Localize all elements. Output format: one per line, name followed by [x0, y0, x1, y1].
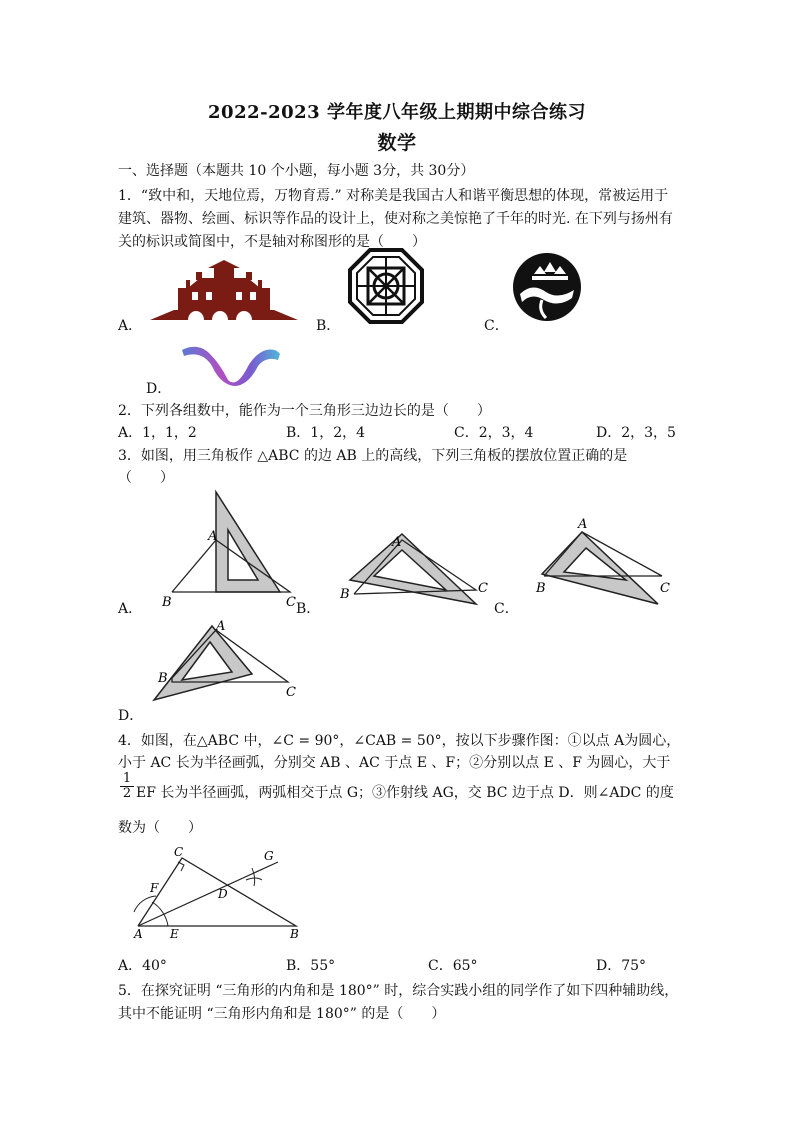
q4-fraction-numerator: 1	[122, 771, 132, 786]
q3a-label-a: A	[208, 529, 218, 544]
q4-line-3: EF 长为半径画弧，两弧相交于点 G；③作射线 AG，交 BC 边于点 D．则∠ADC 的度	[136, 785, 674, 801]
q1-option-c-emblem-figure	[512, 252, 582, 322]
q4-label-d: D	[218, 887, 228, 901]
q3a-label-c: C	[286, 595, 296, 610]
q3d-label-c: C	[286, 685, 296, 700]
q3b-label-b: B	[340, 587, 350, 602]
q2-option-a: A．1，1，2	[118, 425, 197, 441]
q1-option-d-ribbon-figure	[180, 340, 282, 388]
q5-line-2: 其中不能证明 “三角形内角和是 180°” 的是（ ）	[118, 1006, 446, 1022]
q4-fraction	[120, 772, 134, 801]
q3c-label-a: A	[578, 517, 588, 532]
q3d-label-a: A	[216, 619, 226, 634]
q4-label-a: A	[134, 927, 143, 941]
q3a-label-b: B	[162, 595, 172, 610]
q4-label-b: B	[290, 927, 299, 941]
q1-option-b-window-figure	[348, 248, 424, 324]
q3-option-b-figure	[336, 526, 496, 608]
q3-option-a-figure	[158, 488, 304, 610]
q1-option-a-label: A．	[118, 318, 143, 334]
q1-option-b-label: B．	[316, 318, 341, 334]
q1-option-c-label: C．	[484, 318, 509, 334]
q2-option-b: B．1，2，4	[286, 425, 366, 441]
q3-line-1: 3．如图，用三角板作 △ABC 的边 AB 上的高线，下列三角板的摆放位置正确的是	[118, 448, 628, 464]
q4-line-1: 4．如图，在△ABC 中，∠C = 90°，∠CAB = 50°，按以下步骤作图：①以点 A为圆心，	[118, 733, 681, 749]
q2-option-d: D．2，3，5	[596, 425, 676, 441]
q1-option-d-label: D．	[146, 381, 172, 397]
q3b-label-c: C	[478, 581, 488, 596]
q4-option-c: C．65°	[428, 958, 478, 974]
exam-title: 2022-2023 学年度八年级上期期中综合练习	[208, 102, 586, 123]
subject-title: 数学	[377, 132, 417, 154]
q3-option-d-label: D．	[118, 708, 144, 724]
q3-line-2: （ ）	[118, 470, 174, 486]
q4-option-d: D．75°	[596, 958, 647, 974]
q4-line-2: 小于 AC 长为半径画弧，分别交 AB 、AC 于点 E 、F；②分别以点 E 、F 为圆心，大于	[118, 755, 671, 771]
q4-option-b: B．55°	[286, 958, 336, 974]
q3-option-c-figure	[534, 514, 680, 606]
q1-line-1: 1．“致中和，天地位焉，万物育焉.” 对称美是我国古人和谐平衡思想的体现，常被运用于	[118, 188, 669, 204]
q3d-label-b: B	[158, 671, 168, 686]
q3-option-c-label: C．	[494, 601, 519, 617]
q4-label-e: E	[170, 927, 179, 941]
q4-figure	[126, 842, 308, 942]
q4-line-4: 数为（ ）	[118, 820, 202, 836]
q4-label-g: G	[264, 849, 274, 863]
q3-option-b-label: B．	[296, 601, 321, 617]
q4-fraction-denominator: 2	[120, 786, 134, 801]
q4-label-f: F	[150, 881, 159, 895]
q3c-label-c: C	[660, 581, 670, 596]
q4-option-a: A．40°	[118, 958, 167, 974]
section-heading: 一、选择题（本题共 10 个小题，每小题 3分，共 30分）	[118, 163, 475, 179]
q3b-label-a: A	[392, 535, 402, 550]
q4-label-c: C	[174, 845, 184, 859]
q3-option-a-label: A．	[118, 601, 143, 617]
q2-stem: 2．下列各组数中，能作为一个三角形三边边长的是（ ）	[118, 403, 491, 419]
q1-option-a-bridge-figure	[148, 258, 300, 324]
q3-option-d-figure	[152, 616, 304, 704]
q2-option-c: C．2，3，4	[454, 425, 534, 441]
q1-line-2: 建筑、器物、绘画、标识等作品的设计上，使对称之美惊艳了千年的时光. 在下列与扬州有	[118, 211, 673, 227]
q1-line-3: 关的标识或简图中，不是轴对称图形的是（ ）	[118, 234, 426, 250]
q3c-label-b: B	[536, 581, 546, 596]
q5-line-1: 5．在探究证明 “三角形的内角和是 180°” 时，综合实践小组的同学作了如下四种辅助线，	[118, 983, 679, 999]
